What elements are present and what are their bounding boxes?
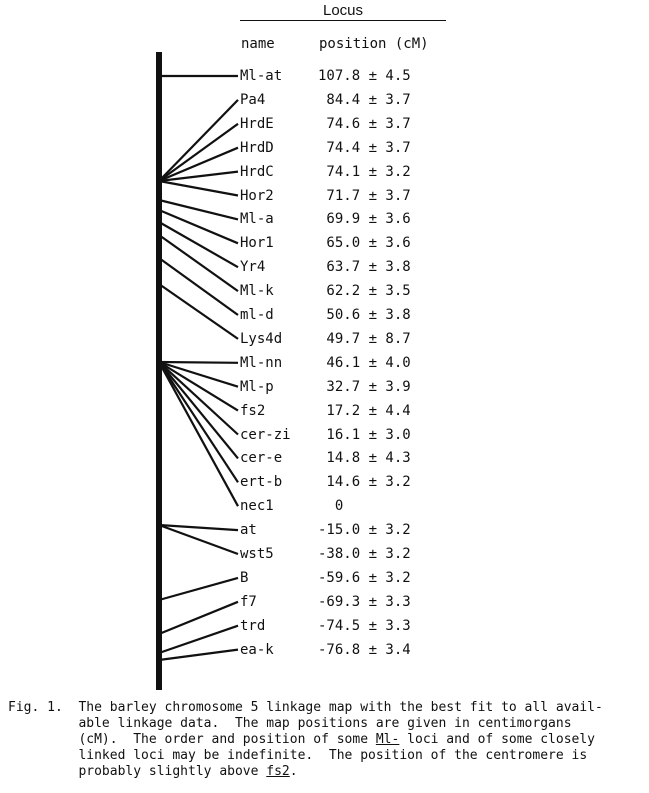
locus-position: 74.6 ± 3.7	[318, 115, 411, 132]
caption-line-3: (cM). The order and position of some	[8, 732, 376, 747]
locus-name: ert-b	[240, 474, 283, 491]
locus-connectors	[159, 76, 238, 660]
locus-position: 74.4 ± 3.7	[318, 139, 411, 156]
locus-position: 50.6 ± 3.8	[318, 307, 411, 323]
locus-position: -38.0 ± 3.2	[318, 546, 411, 562]
caption-line-5-rest: .	[289, 764, 298, 779]
locus-position: 49.7 ± 8.7	[318, 330, 411, 347]
locus-name: ea-k	[240, 641, 274, 658]
caption-line-2: able linkage data. The map positions are given in centimorgans	[8, 716, 572, 731]
caption-line-4: linked loci may be indefinite. The position of the centromere is	[8, 748, 588, 763]
locus-name: Hor1	[240, 235, 274, 252]
locus-position: -76.8 ± 3.4	[318, 641, 411, 658]
locus-name: Ml-nn	[240, 354, 283, 371]
connector-b	[159, 578, 238, 600]
locus-position: 71.7 ± 3.7	[318, 187, 411, 204]
locus-name: Lys4d	[240, 330, 283, 347]
locus-name: fs2	[240, 402, 266, 419]
locus-name: Pa4	[240, 91, 266, 108]
locus-name: HrdD	[240, 139, 274, 156]
column-header-position: position (cM)	[319, 36, 429, 52]
locus-name: cer-zi	[240, 426, 291, 443]
locus-position: 17.2 ± 4.4	[318, 402, 411, 419]
locus-name: Ml-at	[240, 68, 283, 84]
locus-name: f7	[240, 593, 257, 610]
locus-position: 14.6 ± 3.2	[318, 474, 411, 491]
locus-title: Locus	[322, 2, 364, 19]
locus-position: 46.1 ± 4.0	[318, 354, 411, 371]
connector-ea-k	[159, 650, 238, 660]
locus-name: ml-d	[240, 307, 274, 323]
locus-position: 63.7 ± 3.8	[318, 259, 411, 276]
locus-position: -69.3 ± 3.3	[318, 593, 411, 610]
locus-name: Hor2	[240, 187, 274, 204]
connector-cer-e	[159, 362, 238, 458]
caption-ml-underlined: Ml-	[375, 732, 400, 747]
connector-ml-a	[159, 200, 238, 219]
locus-name: cer-e	[240, 450, 283, 467]
locus-name: HrdC	[240, 163, 274, 180]
caption-line-3-rest: loci and of some closely	[399, 732, 596, 747]
locus-position: 32.7 ± 3.9	[318, 378, 411, 395]
locus-position: 62.2 ± 3.5	[318, 283, 411, 300]
locus-name: Ml-k	[240, 283, 274, 300]
locus-name: wst5	[240, 546, 274, 562]
locus-position: -59.6 ± 3.2	[318, 569, 411, 586]
locus-position: -74.5 ± 3.3	[318, 617, 411, 634]
caption-line-1: Fig. 1. The barley chromosome 5 linkage map with the best fit to all avail-	[8, 700, 603, 715]
caption-fs2-underlined: fs2	[266, 764, 290, 779]
connector-pa4	[159, 100, 238, 181]
locus-position: 107.8 ± 4.5	[318, 68, 411, 84]
connector-ml-d	[159, 258, 238, 315]
locus-name: Ml-p	[240, 378, 274, 395]
locus-name: trd	[240, 617, 266, 634]
locus-name: Yr4	[240, 259, 266, 276]
column-header-name: name	[241, 36, 275, 52]
connector-lys4d	[159, 284, 238, 339]
connector-fs2	[159, 362, 238, 411]
locus-name: at	[240, 522, 257, 539]
locus-position: 74.1 ± 3.2	[318, 163, 411, 180]
locus-name: HrdE	[240, 115, 274, 132]
locus-position: 65.0 ± 3.6	[318, 235, 411, 252]
locus-name: nec1	[240, 498, 274, 515]
locus-name: Ml-a	[240, 211, 274, 228]
connector-hor2	[159, 181, 238, 196]
caption-line-5: probably slightly above	[8, 764, 267, 779]
locus-position: -15.0 ± 3.2	[318, 522, 411, 539]
locus-name: B	[240, 569, 249, 586]
locus-position: 14.8 ± 4.3	[318, 450, 411, 467]
connector-hor1	[159, 210, 238, 243]
connector-ml-nn	[159, 362, 238, 363]
locus-position: 0	[318, 498, 344, 515]
figure-caption	[8, 700, 638, 780]
locus-position: 16.1 ± 3.0	[318, 426, 411, 443]
locus-position: 69.9 ± 3.6	[318, 211, 411, 228]
locus-position: 84.4 ± 3.7	[318, 91, 411, 108]
